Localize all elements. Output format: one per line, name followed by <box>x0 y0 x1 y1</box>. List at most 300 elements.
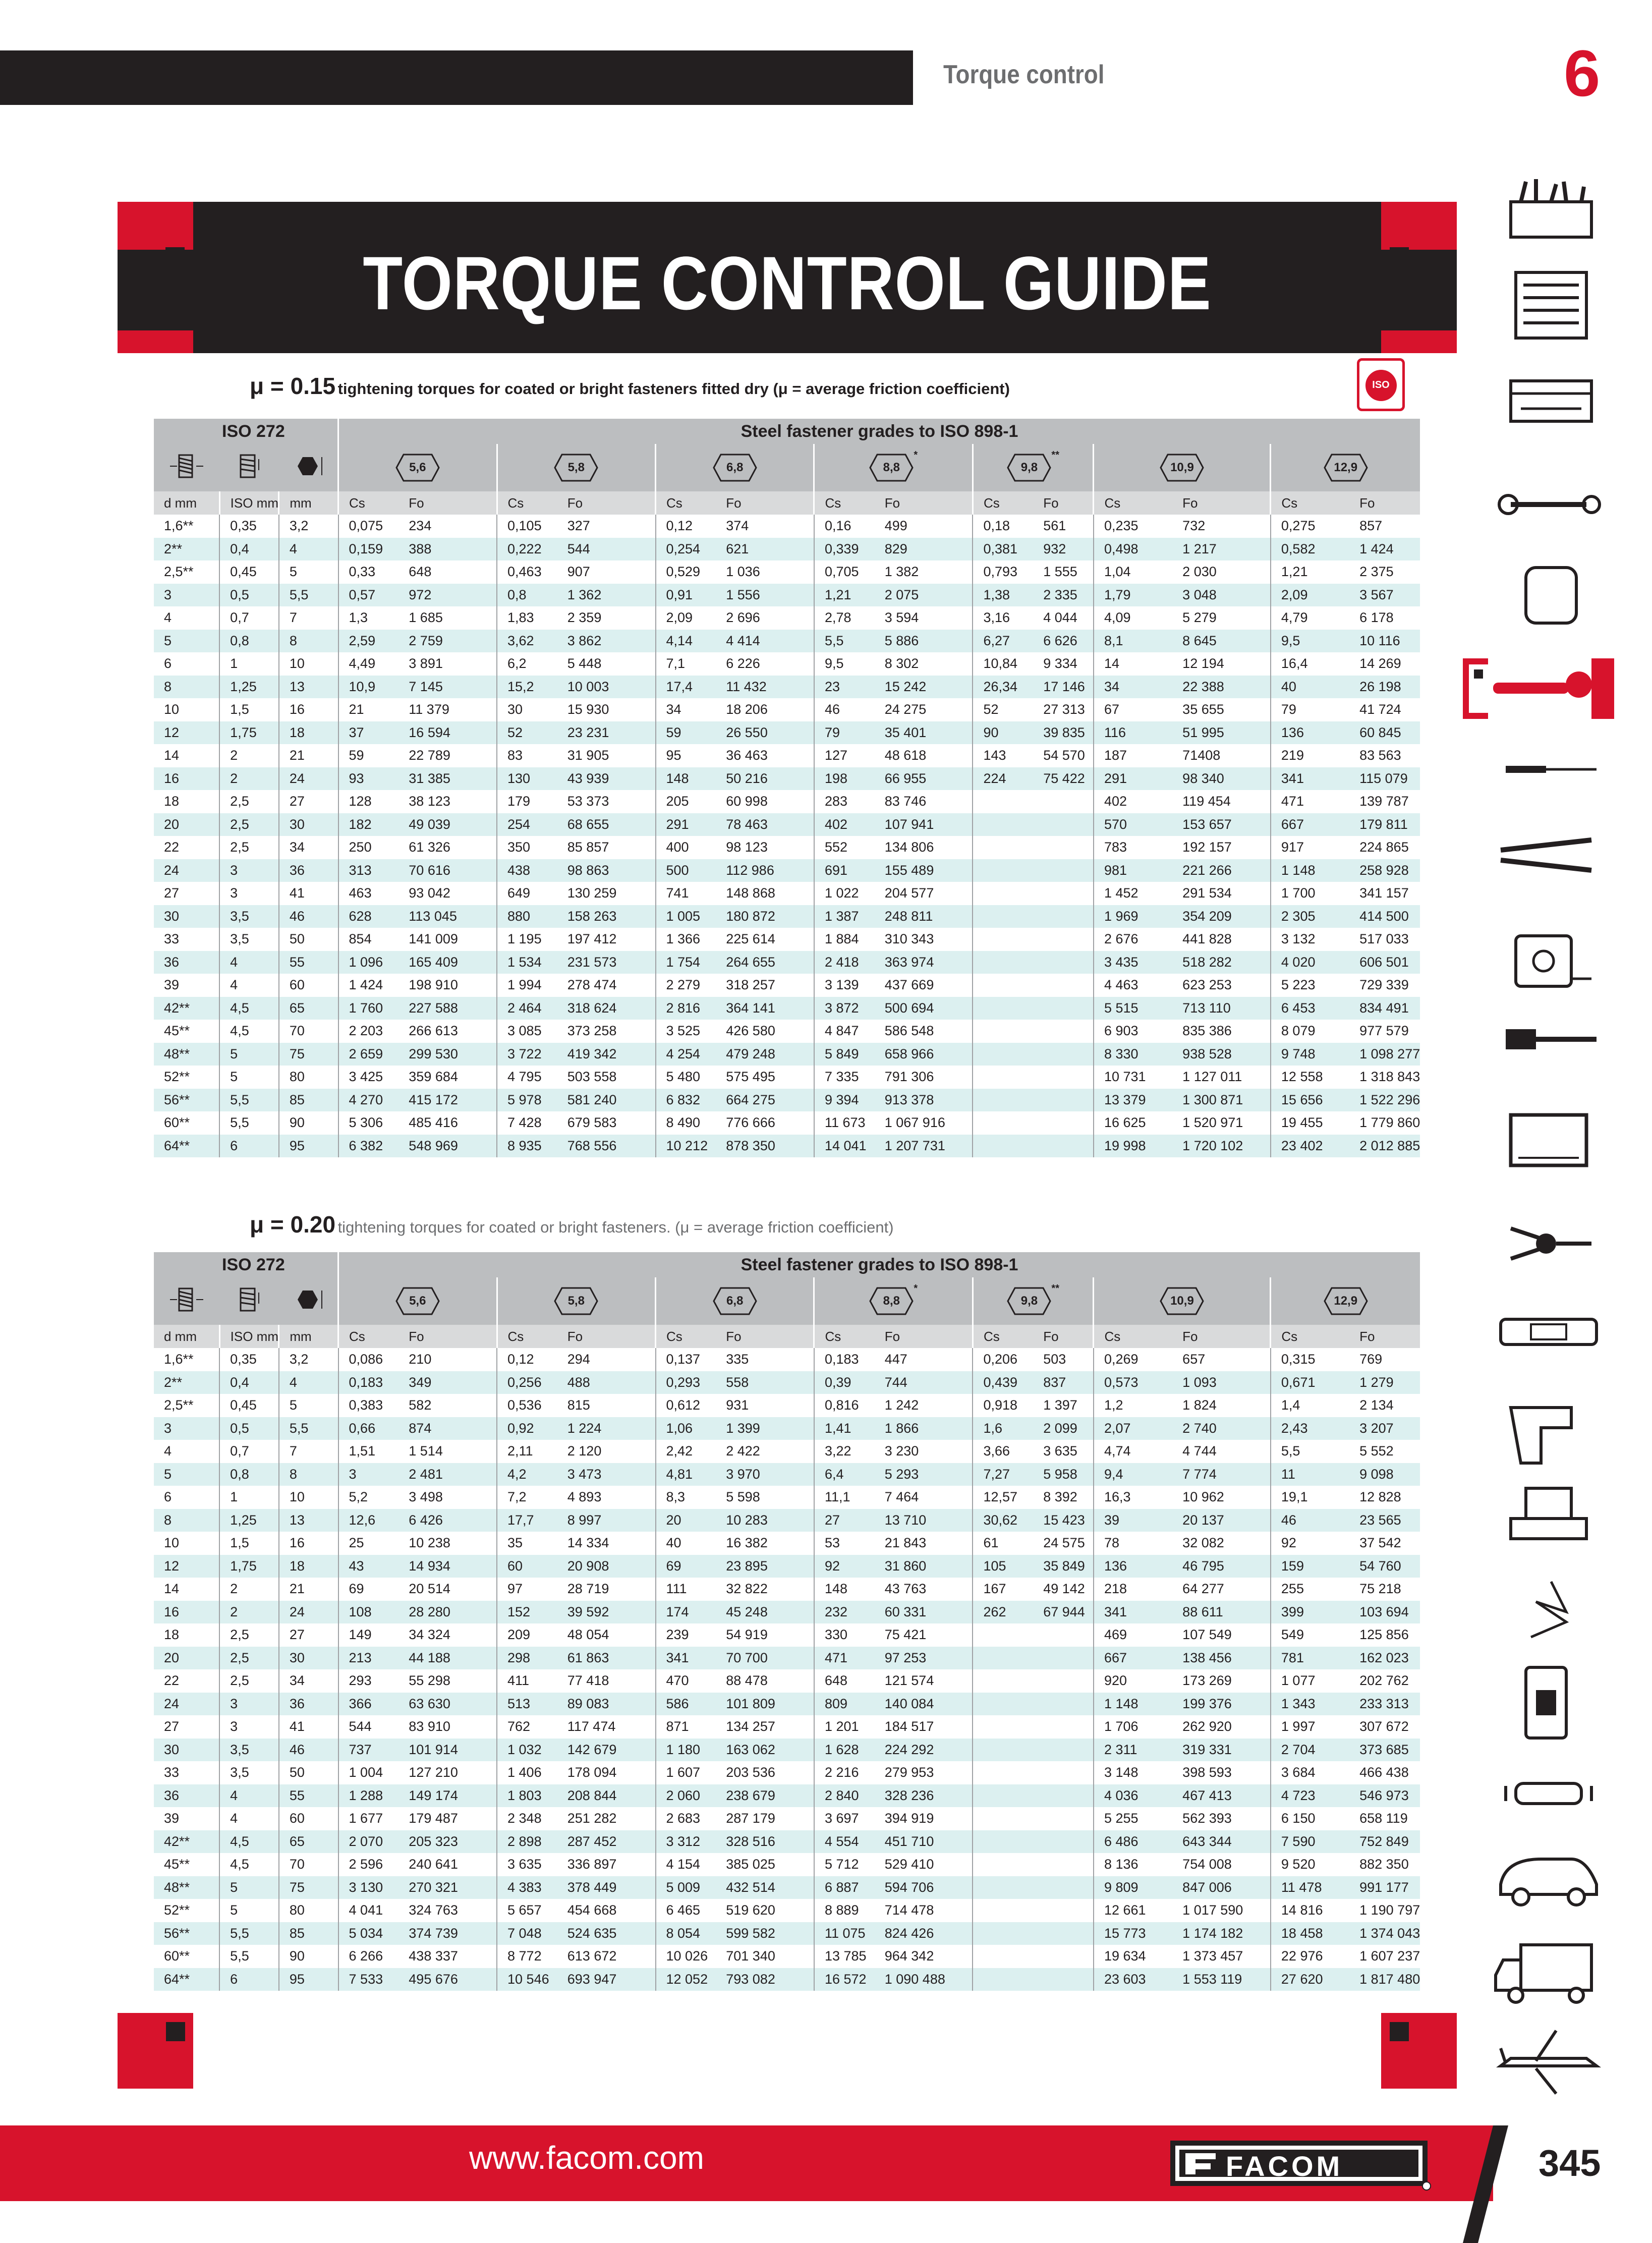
table-cell: 28 280 <box>398 1601 497 1624</box>
table-cell: 513 <box>497 1693 557 1716</box>
table-cell: 16 <box>154 767 219 791</box>
table-cell: 83 <box>497 744 557 767</box>
column-header: d mm <box>154 1325 219 1348</box>
grade-header-6 <box>1271 444 1420 491</box>
table-row <box>154 1440 1420 1463</box>
table-cell: 1 096 <box>338 951 399 974</box>
table-cell: 0,7 <box>219 606 279 630</box>
table-cell: 4 <box>279 1371 338 1394</box>
table-row <box>154 1394 1420 1417</box>
table-cell: 50 216 <box>716 767 814 791</box>
table-cell: 10 026 <box>656 1945 716 1968</box>
table-cell: 3 872 <box>814 997 875 1020</box>
table-row <box>154 1739 1420 1762</box>
table-cell: 2,09 <box>656 606 716 630</box>
table-cell: 1 387 <box>814 905 875 928</box>
table-row <box>154 1761 1420 1784</box>
table-cell: 3 139 <box>814 974 875 997</box>
table-cell: 1 382 <box>884 564 919 580</box>
table-row <box>154 1111 1420 1135</box>
table-cell: 399 <box>1271 1601 1349 1624</box>
table-cell: 43 763 <box>884 1581 927 1597</box>
table-cell: 0,612 <box>656 1394 716 1417</box>
table-cell: 0,463 <box>497 560 557 584</box>
table-cell: 30 <box>279 1647 338 1670</box>
table-cell: 18 <box>164 1627 180 1643</box>
table-cell: 837 <box>1033 1371 1094 1394</box>
combination-wrench-icon[interactable] <box>1491 464 1612 545</box>
tape-measure-icon[interactable] <box>1491 918 1612 999</box>
table-cell: 3 722 <box>497 1043 557 1066</box>
table-cell <box>1033 1761 1094 1784</box>
table-cell: 4,14 <box>656 630 716 653</box>
table-cell: 5,2 <box>338 1486 399 1509</box>
website-link[interactable]: www.facom.com <box>469 2140 704 2176</box>
table-cell: 149 174 <box>398 1784 497 1808</box>
table-cell: 20 <box>656 1509 716 1532</box>
table-cell: 0,536 <box>497 1394 557 1417</box>
bolt-diameter-icon <box>154 444 219 491</box>
table-cell: 693 947 <box>557 1968 656 1991</box>
table-cell: 24 575 <box>1043 1535 1085 1551</box>
table-row <box>154 1486 1420 1509</box>
table-cell: 606 501 <box>1349 951 1420 974</box>
table-cell: 544 <box>557 538 656 561</box>
table-cell: 238 679 <box>716 1784 814 1808</box>
table-cell <box>1033 1945 1094 1968</box>
tool-box-icon[interactable] <box>1491 172 1612 252</box>
table-cell: 658 966 <box>875 1043 973 1066</box>
table-cell: 517 033 <box>1359 931 1409 947</box>
table-cell: 394 919 <box>884 1811 934 1826</box>
table-cell: 2 305 <box>1271 905 1349 928</box>
table-cell: 287 452 <box>557 1830 656 1854</box>
bolt-diameter-icon <box>154 1277 219 1325</box>
table-cell: 586 <box>656 1693 716 1716</box>
table-cell: 2 759 <box>398 630 497 653</box>
table-cell: 857 <box>1359 518 1383 534</box>
table-cell: 3,22 <box>814 1440 875 1463</box>
table-cell: 30 <box>154 905 219 928</box>
grades-header: Steel fastener grades to ISO 898-1 <box>338 1252 1420 1277</box>
table-cell: 7 <box>279 1440 338 1463</box>
table-cell: 162 023 <box>1349 1647 1420 1670</box>
table-cell: 113 045 <box>398 905 497 928</box>
table-cell: 3 <box>338 1463 399 1486</box>
table-cell: 14 934 <box>398 1555 497 1578</box>
table-cell: 4 414 <box>716 630 814 653</box>
table-cell: 262 <box>973 1601 1033 1624</box>
table-cell: 3,2 <box>279 515 338 538</box>
table-cell: 1,6** <box>164 1352 194 1367</box>
table-cell: 1 148 <box>1271 859 1349 882</box>
table-cell: 4,5 <box>219 1853 279 1876</box>
table-cell: 1 067 916 <box>884 1115 945 1131</box>
table-cell: 1 397 <box>1043 1397 1077 1413</box>
table-cell: 0,35 <box>219 515 279 538</box>
table-cell: 5 <box>279 560 338 584</box>
table-cell: 2** <box>154 1371 219 1394</box>
table-cell: 0,45 <box>219 560 279 584</box>
table-cell <box>1033 1876 1094 1899</box>
table-cell: 233 313 <box>1349 1693 1420 1716</box>
table-cell: 4 <box>219 974 279 997</box>
table-cell <box>1033 1135 1094 1158</box>
table-cell <box>1033 1807 1094 1830</box>
table-cell: 22 <box>164 839 180 855</box>
table-cell: 5 712 <box>814 1853 875 1876</box>
table-cell: 8 136 <box>1094 1853 1172 1876</box>
grade-header-2 <box>656 444 814 491</box>
table-cell: 463 <box>338 882 399 905</box>
table-cell: 12 <box>154 721 219 745</box>
table-cell: 1 534 <box>497 951 557 974</box>
table-cell: 45** <box>164 1857 190 1872</box>
table-cell: 1 032 <box>497 1739 557 1762</box>
table-cell: 95 <box>279 1135 338 1158</box>
table-cell: 658 119 <box>1359 1811 1408 1826</box>
table-cell: 42** <box>154 1830 219 1854</box>
table-cell: 4,5 <box>219 1830 279 1854</box>
table-cell: 56** <box>154 1089 219 1112</box>
table-cell: 2 203 <box>338 1020 399 1043</box>
table-cell: 79 <box>814 721 875 745</box>
table-cell: 1 004 <box>338 1761 399 1784</box>
table-cell: 2 704 <box>1271 1739 1349 1762</box>
table-cell: 85 <box>279 1089 338 1112</box>
grade-badge-icon: 9,8 <box>1007 453 1051 482</box>
table-cell: 221 266 <box>1172 859 1271 882</box>
table-cell: 373 258 <box>567 1023 617 1039</box>
table-cell: 5,5 <box>1271 1440 1349 1463</box>
banner-corner-decoration <box>1381 202 1457 250</box>
table-cell: 262 920 <box>1182 1719 1232 1734</box>
table-cell: 61 863 <box>557 1647 656 1670</box>
table-cell: 6 226 <box>726 656 760 671</box>
iso-header: ISO 272 <box>154 1252 338 1277</box>
table-cell: 7 774 <box>1172 1463 1271 1486</box>
banner-corner-decoration <box>118 202 193 250</box>
column-header: mm <box>279 1325 338 1348</box>
table-cell: 178 094 <box>567 1765 617 1780</box>
table-cell: 77 418 <box>567 1673 609 1689</box>
table-cell: 0,35 <box>219 1348 279 1371</box>
table-cell: 70 <box>279 1853 338 1876</box>
table-cell: 335 <box>726 1352 749 1367</box>
table-cell: 13 785 <box>814 1945 875 1968</box>
tool-cabinet-icon[interactable] <box>1491 262 1612 343</box>
screwdriver-icon[interactable] <box>1491 729 1612 810</box>
pliers-icon[interactable] <box>1491 815 1612 895</box>
table-cell: 3 <box>154 1417 219 1440</box>
table-cell: 2,11 <box>497 1440 557 1463</box>
table-cell: 400 <box>656 836 716 859</box>
table-cell: 529 410 <box>884 1857 934 1872</box>
table-cell: 138 456 <box>1172 1647 1271 1670</box>
table-cell: 23 402 <box>1271 1135 1349 1158</box>
table-cell: 776 666 <box>726 1115 775 1131</box>
table-cell: 93 042 <box>409 885 450 901</box>
table-cell: 499 <box>884 518 907 534</box>
table-cell: 6 887 <box>814 1876 875 1899</box>
table-cell: 130 259 <box>567 885 617 901</box>
table-cell: 153 657 <box>1172 813 1271 836</box>
table-cell: 36 <box>279 1693 338 1716</box>
tool-tray-icon[interactable] <box>1491 361 1612 441</box>
table-cell: 33 <box>164 931 180 947</box>
table-cell: 18 206 <box>726 702 768 717</box>
table-cell: 41 <box>279 1715 338 1739</box>
table-cell: 70 616 <box>398 859 497 882</box>
table-cell: 3 <box>219 882 279 905</box>
table-cell: 33 <box>164 1765 180 1780</box>
table-cell: 815 <box>567 1397 590 1413</box>
table-cell: 1 884 <box>814 928 875 951</box>
table-cell: 3 684 <box>1271 1761 1349 1784</box>
table-cell: 5 <box>154 630 219 653</box>
table-cell: 330 <box>814 1623 875 1647</box>
table-row <box>154 676 1420 699</box>
table-cell <box>973 1830 1033 1854</box>
table-cell: 938 528 <box>1172 1043 1271 1066</box>
grade-header-3: 8,8 * <box>814 1277 973 1325</box>
table-cell: 1 374 043 <box>1349 1922 1420 1945</box>
truck-icon[interactable] <box>1491 1930 1612 2010</box>
table-cell <box>1033 813 1094 836</box>
hacksaw-icon[interactable] <box>1491 1100 1612 1181</box>
table-row <box>154 1922 1420 1945</box>
spring-compressor-icon[interactable] <box>1491 1751 1612 1831</box>
table-cell: 2 840 <box>814 1784 875 1808</box>
table-cell: 5 <box>219 1876 279 1899</box>
table-cell: 15 930 <box>567 702 609 717</box>
table-cell: 93 <box>338 767 399 791</box>
table-cell: 18 458 <box>1271 1922 1349 1945</box>
table-cell: 341 <box>1094 1601 1172 1624</box>
table-cell: 0,4 <box>219 538 279 561</box>
table-cell: 30,62 <box>973 1509 1033 1532</box>
table-cell: 18 <box>279 1555 338 1578</box>
airplane-icon[interactable] <box>1491 2021 1612 2101</box>
table-cell: 49 039 <box>398 813 497 836</box>
table-cell: 251 282 <box>567 1811 617 1826</box>
table-cell <box>1033 859 1094 882</box>
table-cell: 14 <box>164 748 180 763</box>
table-cell: 10 <box>164 702 180 717</box>
table-cell: 9 520 <box>1271 1853 1349 1876</box>
table-cell: 98 340 <box>1172 767 1271 791</box>
table-cell: 1 522 296 <box>1349 1089 1420 1112</box>
table-cell: 2,5 <box>219 813 279 836</box>
table-cell: 70 <box>279 1020 338 1043</box>
table-cell: 22 <box>164 1673 180 1689</box>
column-header: Fo <box>716 491 814 515</box>
mu-label: μ = 0.15 <box>250 373 336 399</box>
table-cell: 48** <box>154 1876 219 1899</box>
table-cell: 318 257 <box>726 977 775 993</box>
table-cell: 65 <box>279 1830 338 1854</box>
table-cell: 0,105 <box>497 515 557 538</box>
table-cell: 1,51 <box>338 1440 399 1463</box>
table-cell: 4 041 <box>338 1899 399 1922</box>
table-row <box>154 1417 1420 1440</box>
table-cell: 0,66 <box>338 1417 399 1440</box>
table-cell: 54 919 <box>726 1627 768 1643</box>
table-cell: 8,1 <box>1094 630 1172 653</box>
table-cell: 64 277 <box>1182 1581 1224 1597</box>
column-header: Fo <box>1349 491 1420 515</box>
table-cell <box>1033 1715 1094 1739</box>
table-cell: 198 910 <box>409 977 458 993</box>
table-cell: 287 179 <box>726 1811 775 1826</box>
table-cell <box>973 1066 1033 1089</box>
table-cell: 871 <box>656 1715 716 1739</box>
table-cell: 95 <box>279 1968 338 1991</box>
column-header: Cs <box>1094 491 1172 515</box>
table-cell: 4,09 <box>1094 606 1172 630</box>
hammer-icon[interactable] <box>1491 1009 1612 1090</box>
table-cell: 13 <box>279 676 338 699</box>
impact-wrench-icon[interactable] <box>1491 1387 1612 1468</box>
table-cell: 13 <box>279 1509 338 1532</box>
table-cell: 101 914 <box>398 1739 497 1762</box>
table-cell: 4,5 <box>219 1020 279 1043</box>
table-cell: 1 090 488 <box>875 1968 973 1991</box>
table-cell: 1 201 <box>814 1715 875 1739</box>
grade-badge-icon: 12,9 <box>1324 1286 1368 1316</box>
table-cell: 0,8 <box>219 1463 279 1486</box>
table-cell: 6 903 <box>1094 1020 1172 1043</box>
table-cell <box>1033 1043 1094 1066</box>
table-cell: 643 344 <box>1172 1830 1271 1854</box>
table-cell: 2 012 885 <box>1349 1135 1420 1158</box>
table-cell: 7 428 <box>497 1111 557 1135</box>
table-cell: 239 <box>656 1623 716 1647</box>
table-cell <box>1033 951 1094 974</box>
torque-wrench-icon[interactable] <box>1463 648 1614 729</box>
table-cell: 56** <box>154 1922 219 1945</box>
table-cell <box>973 905 1033 928</box>
table-cell: 234 <box>409 518 432 534</box>
table-cell <box>1033 1784 1094 1808</box>
table-cell: 5,5 <box>219 1922 279 1945</box>
table-cell: 1 017 590 <box>1182 1902 1243 1918</box>
table-cell: 824 426 <box>875 1922 973 1945</box>
table-cell: 34 324 <box>409 1627 450 1643</box>
table-cell: 2 464 <box>497 997 557 1020</box>
column-header: Fo <box>557 491 656 515</box>
table-cell: 2,5 <box>219 790 279 813</box>
table-cell <box>973 1020 1033 1043</box>
table-cell: 648 <box>409 564 432 580</box>
table-cell: 159 <box>1271 1555 1349 1578</box>
table-cell <box>1033 1693 1094 1716</box>
table-cell: 744 <box>875 1371 973 1394</box>
table-cell: 328 236 <box>875 1784 973 1808</box>
table-cell: 402 <box>814 813 875 836</box>
table-cell: 2 596 <box>338 1853 399 1876</box>
vise-icon[interactable] <box>1491 1473 1612 1554</box>
table-cell: 105 <box>973 1555 1033 1578</box>
table-cell: 12 052 <box>656 1968 716 1991</box>
table-cell: 2,09 <box>1271 584 1349 607</box>
table-cell: 558 <box>716 1371 814 1394</box>
table-cell: 500 <box>656 859 716 882</box>
table-cell: 254 <box>497 813 557 836</box>
table-cell: 48 054 <box>567 1627 609 1643</box>
table-cell: 714 478 <box>884 1902 934 1918</box>
table-cell: 575 495 <box>726 1069 775 1085</box>
table-cell: 4 744 <box>1182 1443 1217 1459</box>
table-cell: 0,159 <box>338 538 399 561</box>
puller-icon[interactable] <box>1491 1203 1612 1284</box>
table-cell: 2** <box>154 538 219 561</box>
tester-icon[interactable] <box>1491 1292 1612 1372</box>
table-cell: 467 413 <box>1172 1784 1271 1808</box>
table-cell: 19 455 <box>1271 1111 1349 1135</box>
table-cell: 155 489 <box>875 859 973 882</box>
page-title: TORQUE CONTROL GUIDE <box>363 241 1212 325</box>
table-cell: 111 <box>656 1578 716 1601</box>
table-cell: 3 970 <box>716 1463 814 1486</box>
column-header: Fo <box>716 1325 814 1348</box>
table-cell: 466 438 <box>1359 1765 1409 1780</box>
column-header: Cs <box>497 1325 557 1348</box>
table-cell: 39 <box>164 1811 180 1826</box>
car-icon[interactable] <box>1491 1834 1612 1915</box>
table-cell: 1,41 <box>814 1417 875 1440</box>
table-cell: 713 110 <box>1172 997 1271 1020</box>
table-cell: 931 <box>726 1397 749 1413</box>
table-cell <box>973 997 1033 1020</box>
grade-header-4: 9,8 ** <box>973 1277 1094 1325</box>
table-row <box>154 1601 1420 1624</box>
table-cell: 310 343 <box>884 931 934 947</box>
electrical-icon[interactable] <box>1491 1660 1612 1741</box>
table-cell: 454 668 <box>567 1902 617 1918</box>
section-title: Torque control <box>943 60 1105 89</box>
table-cell: 12,57 <box>973 1486 1033 1509</box>
table-cell: 46 <box>279 1739 338 1762</box>
table-cell: 964 342 <box>884 1948 934 1964</box>
safety-tool-icon[interactable] <box>1491 1572 1612 1652</box>
table-cell: 12 828 <box>1359 1489 1401 1505</box>
table-cell: 30 <box>279 813 338 836</box>
table-cell: 10 <box>279 1486 338 1509</box>
table-cell: 1 556 <box>716 584 814 607</box>
table-row <box>154 859 1420 882</box>
table-cell: 854 <box>338 928 399 951</box>
table-cell: 341 <box>1271 767 1349 791</box>
table-cell: 1 180 <box>656 1739 716 1762</box>
table-cell: 60 <box>497 1555 557 1578</box>
column-header: Fo <box>1172 1325 1271 1348</box>
table-cell <box>973 790 1033 813</box>
table-cell: 6 382 <box>338 1135 399 1158</box>
grade-header-0 <box>338 444 497 491</box>
table-cell: 5 552 <box>1359 1443 1394 1459</box>
socket-icon[interactable] <box>1491 555 1612 636</box>
table-cell: 36 <box>154 1784 219 1808</box>
table-cell: 2 075 <box>875 584 973 607</box>
table-cell: 34 <box>656 698 716 721</box>
table-cell: 438 337 <box>409 1948 458 1964</box>
table-cell: 32 082 <box>1182 1535 1224 1551</box>
table-cell: 291 <box>656 813 716 836</box>
table-cell: 1 279 <box>1349 1371 1420 1394</box>
table-cell: 6,27 <box>973 630 1033 653</box>
table-cell: 0,235 <box>1094 515 1172 538</box>
